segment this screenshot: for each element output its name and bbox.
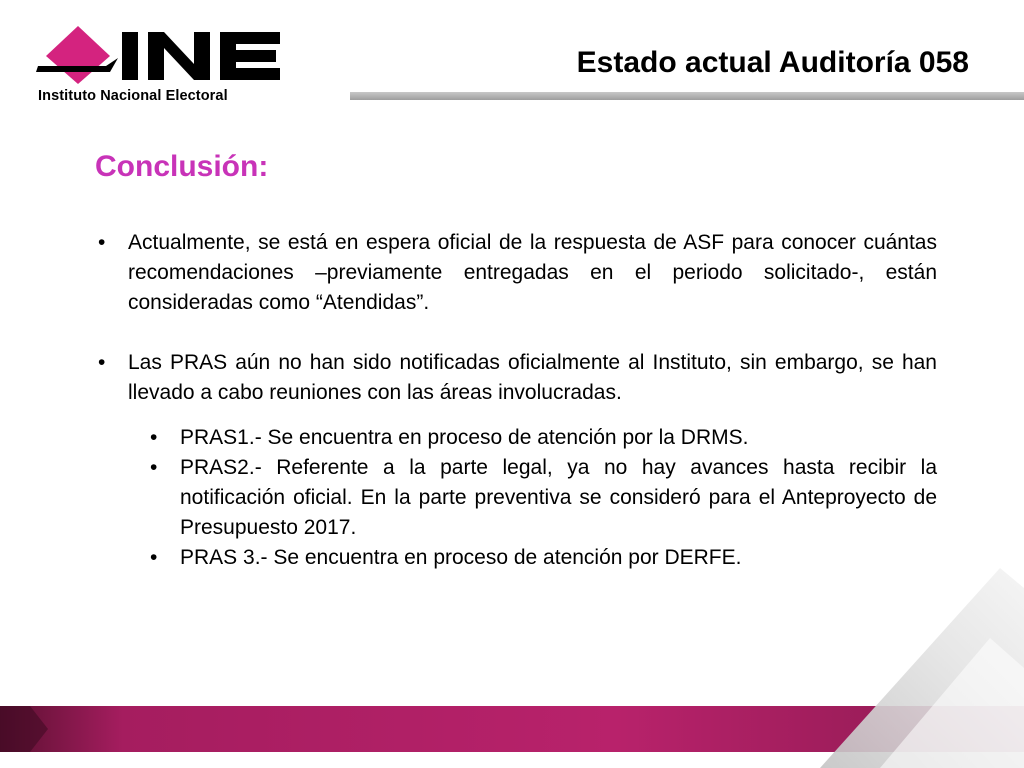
ine-logo xyxy=(30,22,290,106)
logo-wordmark-n xyxy=(148,32,210,80)
bullet-item: • Actualmente, se está en espera oficial de la respuesta de ASF para conocer cuántas recomendaciones –previamente entregadas en el periodo solicitado-, están consideradas como “Atendidas”. xyxy=(95,228,937,318)
ballot-diamond-shape xyxy=(46,26,110,84)
section-heading: Conclusión: xyxy=(95,150,269,183)
page-title: Estado actual Auditoría 058 xyxy=(576,46,969,79)
footer-decoration xyxy=(0,558,1024,768)
logo-wordmark-e xyxy=(220,32,280,80)
title-underline xyxy=(350,92,1024,100)
ine-logo-mark xyxy=(30,22,290,92)
logo-caption: Instituto Nacional Electoral xyxy=(38,88,228,104)
sub-bullet-item: • PRAS2.- Referente a la parte legal, ya no hay avances hasta recibir la notificación oficial. En la parte preventiva se consideró para el Anteproyecto de Presupuesto 2017. xyxy=(147,453,937,543)
logo-wordmark-i xyxy=(122,32,138,80)
sub-bullet-item: • PRAS1.- Se encuentra en proceso de atención por la DRMS. xyxy=(147,423,937,453)
sub-bullet-item: • PRAS 3.- Se encuentra en proceso de atención por DERFE. xyxy=(147,543,937,573)
conclusion-content xyxy=(95,228,937,573)
bullet-item: • Las PRAS aún no han sido notificadas oficialmente al Instituto, sin embargo, se han llevado a cabo reuniones con las áreas involucradas. xyxy=(95,348,937,408)
